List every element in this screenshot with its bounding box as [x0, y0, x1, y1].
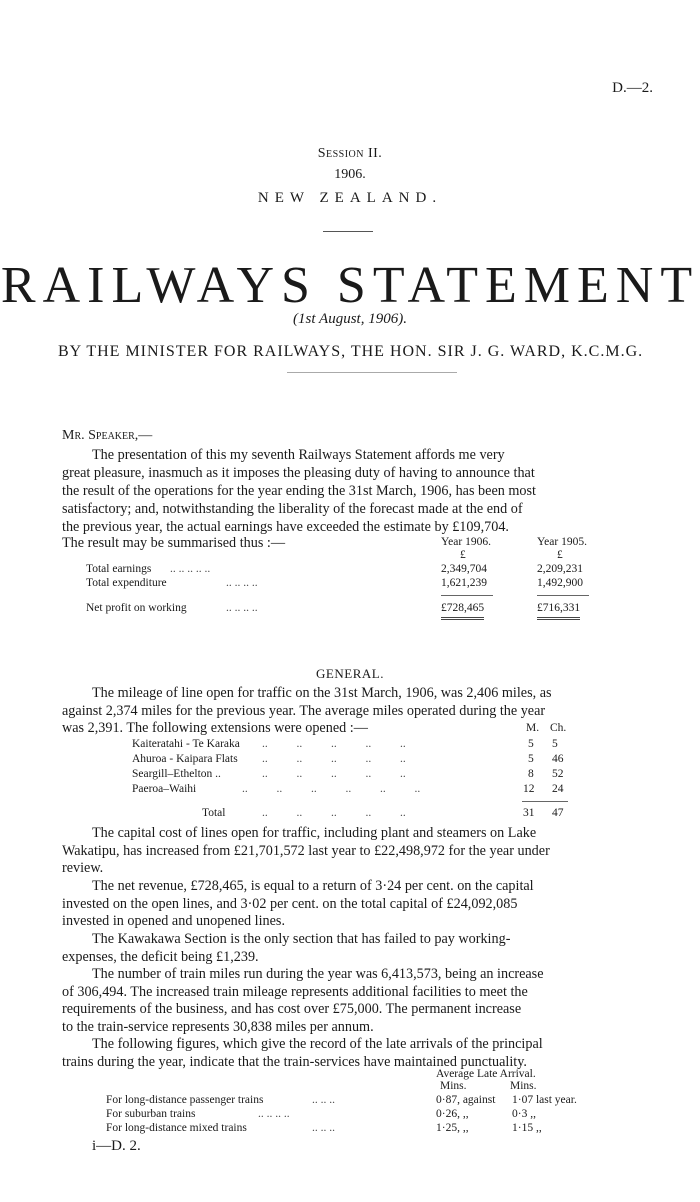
paragraph-line: was 2,391. The following extensions were opened :— [62, 720, 368, 736]
table-row-label: Paeroa–Waihi [132, 783, 197, 795]
table-cell: 1,621,239 [441, 577, 487, 589]
table-row-label: Ahuroa - Kaipara Flats [132, 753, 238, 765]
table-cell: 5 [528, 753, 534, 765]
leader-dots: .. .. .. [312, 1094, 335, 1106]
divider [287, 372, 457, 373]
paragraph-line: requirements of the business, and has cost over £75,000. The permanent increase [62, 1001, 522, 1017]
year-label: 1906. [334, 167, 366, 182]
leader-dots: .. .. .. [312, 1122, 335, 1134]
table-row-label: For long-distance mixed trains [106, 1122, 247, 1134]
paragraph-line: expenses, the deficit being £1,239. [62, 949, 259, 965]
table-cell: 12 [523, 783, 535, 795]
divider [537, 595, 589, 596]
table-cell: 24 [552, 783, 564, 795]
table-cell: 31 [523, 807, 535, 819]
session-label: Session II. [317, 146, 383, 161]
page-footer: i—D. 2. [92, 1138, 141, 1154]
paragraph-line: The number of train miles run during the year was 6,413,573, being an increase [92, 966, 544, 982]
table-row-label: Kaiteratahi - Te Karaka [132, 738, 240, 750]
leader-dots: .. .. .. .. [258, 1108, 290, 1120]
salutation: Mr. Speaker,— [62, 428, 153, 443]
paragraph-line: The capital cost of lines open for traffic, including plant and steamers on Lake [92, 825, 537, 841]
table-cell: 1·07 last year. [512, 1094, 577, 1106]
paragraph-line: The Kawakawa Section is the only section that has failed to pay working- [92, 931, 511, 947]
table-cell: 5 [552, 738, 558, 750]
table-cell: 8 [528, 768, 534, 780]
column-header: Year 1906. [441, 536, 491, 548]
author-line: BY THE MINISTER FOR RAILWAYS, THE HON. SIR J. G. WARD, K.C.M.G. [58, 343, 644, 360]
paragraph-line: The result may be summarised thus :— [62, 535, 286, 551]
table-row-label: Net profit on working [86, 602, 187, 614]
document-page: D.—2. Session II. 1906. NEW ZEALAND. RAILWAYS STATEMENT (1st August, 1906). BY THE MINISTER FOR RAILWAYS, THE HON. SIR J. G. WARD, K.C.M.G. Mr. Speaker,— The presentation of this my seventh Railways Statement affords me very great pleasure, inasmuch as it imposes the pleasing duty of having to announce that the result of the operations for the year ending the 31st March, 1906, has been most satisfactory; and, notwithstanding the liberality of the forecast made at the end of the previous year, the actual earnings have exceeded the estimate by £109,704. The result may be summarised thus :— Year 1906. Year 1905. £ £ Total earnings .. .. .. .. .. 2,349,704 2,209,231 Total expenditure .. .. .. .. 1,621,239 1,492,900 Net profit on working .. .. .. .. £728,465 £716,331 GENERAL. The mileage of line open for traffic on the 31st March, 1906, was 2,406 miles, as against 2,374 miles for the previous year. The average miles operated during the year was 2,391. The following extensions were opened :— M. Ch. Kaiteratahi - Te Karaka .. .. .. .. .. 5 5 Ahuroa - Kaipara Flats .. .. .. .. .. 5 46 Seargill–Ethelton .. .. .. .. .. .. 8 52 Paeroa–Waihi .. .. .. .. .. .. 12 24 Total .. .. .. .. .. 31 47 The capital cost of lines open for traffic, including plant and steamers on Lake Wakatipu, has increased from £21,701,572 last year to £22,498,972 for the year under review. The net revenue, £728,465, is equal to a return of 3·24 per cent. on the capital invested on the open lines, and 3·02 per cent. on the total capital of £24,092,085 invested in opened and unopened lines. The Kawakawa Section is the only section that has failed to pay working- expenses, the deficit being £1,239. The number of train miles run during the year was 6,413,573, being an increase of 306,494. The increased train mileage represents additional facilities to meet the requirements of the business, and has cost over £75,000. The permanent increase to the train-service represents 30,838 miles per annum. The following figures, which give the record of the late arrivals of the principal trains during the year, indicate that the train-services have maintained punctuality. Average Late Arrival. Mins. Mins. For long-distance passenger trains .. .. .. 0·87, against 1·07 last year. For suburban trains .. .. .. .. 0·26, ,, 0·3 ,, For long-distance mixed trains .. .. .. 1·25, ,, 1·15 ,, i—D. 2. [0, 80, 700, 1154]
paragraph-line: trains during the year, indicate that the train-services have maintained punctuality. [62, 1054, 527, 1070]
date-line: (1st August, 1906). [293, 311, 407, 327]
divider [441, 595, 493, 596]
leader-dots: .. .. .. .. [226, 577, 258, 589]
table-row-label: For suburban trains [106, 1108, 196, 1120]
section-heading: GENERAL. [316, 666, 384, 681]
table-row-label: Total [202, 807, 226, 819]
column-header: Ch. [550, 722, 567, 734]
divider [323, 231, 373, 232]
unit-label: £ [557, 549, 563, 561]
table-cell: 5 [528, 738, 534, 750]
leader-dots: .. .. .. .. [226, 602, 258, 614]
column-header: M. [526, 722, 540, 734]
divider [522, 801, 568, 802]
paragraph-line: against 2,374 miles for the previous year. The average miles operated during the year [62, 703, 546, 719]
table-cell: £728,465 [441, 602, 484, 620]
table-cell: 0·26, ,, [436, 1108, 469, 1120]
table-row-label: Total expenditure [86, 577, 167, 589]
table-row-label: Total earnings [86, 563, 152, 575]
table-cell: 2,349,704 [441, 563, 487, 575]
leader-dots: .. .. .. .. .. [170, 563, 211, 575]
paragraph-line: great pleasure, inasmuch as it imposes the pleasing duty of having to announce that [62, 465, 535, 481]
table-cell: 1·15 ,, [512, 1122, 542, 1134]
paragraph-line: invested in opened and unopened lines. [62, 913, 286, 929]
paragraph-line: The following figures, which give the record of the late arrivals of the principal [92, 1036, 543, 1052]
table-cell: 47 [552, 807, 564, 819]
paragraph-line: the result of the operations for the year ending the 31st March, 1906, has been most [62, 483, 536, 499]
table-cell: 52 [552, 768, 564, 780]
paragraph-line: satisfactory; and, notwithstanding the liberality of the forecast made at the end of [62, 501, 523, 517]
document-reference: D.—2. [612, 80, 653, 96]
paragraph-line: to the train-service represents 30,838 miles per annum. [62, 1019, 374, 1035]
column-header: Mins. [440, 1080, 467, 1092]
page-title: RAILWAYS STATEMENT [0, 257, 700, 314]
paragraph-line: invested on the open lines, and 3·02 per cent. on the total capital of £24,092,085 [62, 896, 518, 912]
unit-label: £ [460, 549, 466, 561]
country-label: NEW ZEALAND. [257, 190, 443, 206]
paragraph-line: Wakatipu, has increased from £21,701,572 last year to £22,498,972 for the year under [62, 843, 550, 859]
table-cell: 0·3 ,, [512, 1108, 536, 1120]
paragraph-line: the previous year, the actual earnings have exceeded the estimate by £109,704. [62, 519, 509, 535]
column-header: Mins. [510, 1080, 537, 1092]
paragraph-line: of 306,494. The increased train mileage represents additional facilities to meet the [62, 984, 528, 1000]
table-cell: 1·25, ,, [436, 1122, 469, 1134]
table-row-label: For long-distance passenger trains [106, 1094, 264, 1106]
table-cell: £716,331 [537, 602, 580, 620]
table-row-label: Seargill–Ethelton .. [132, 768, 221, 780]
paragraph-line: review. [62, 860, 104, 876]
paragraph-line: The net revenue, £728,465, is equal to a return of 3·24 per cent. on the capital [92, 878, 534, 894]
column-header: Average Late Arrival. [436, 1068, 536, 1080]
paragraph-line: The presentation of this my seventh Railways Statement affords me very [92, 447, 505, 463]
table-cell: 1,492,900 [537, 577, 583, 589]
table-cell: 0·87, against [436, 1094, 496, 1106]
table-cell: 2,209,231 [537, 563, 583, 575]
column-header: Year 1905. [537, 536, 587, 548]
paragraph-line: The mileage of line open for traffic on the 31st March, 1906, was 2,406 miles, as [92, 685, 552, 701]
table-cell: 46 [552, 753, 564, 765]
